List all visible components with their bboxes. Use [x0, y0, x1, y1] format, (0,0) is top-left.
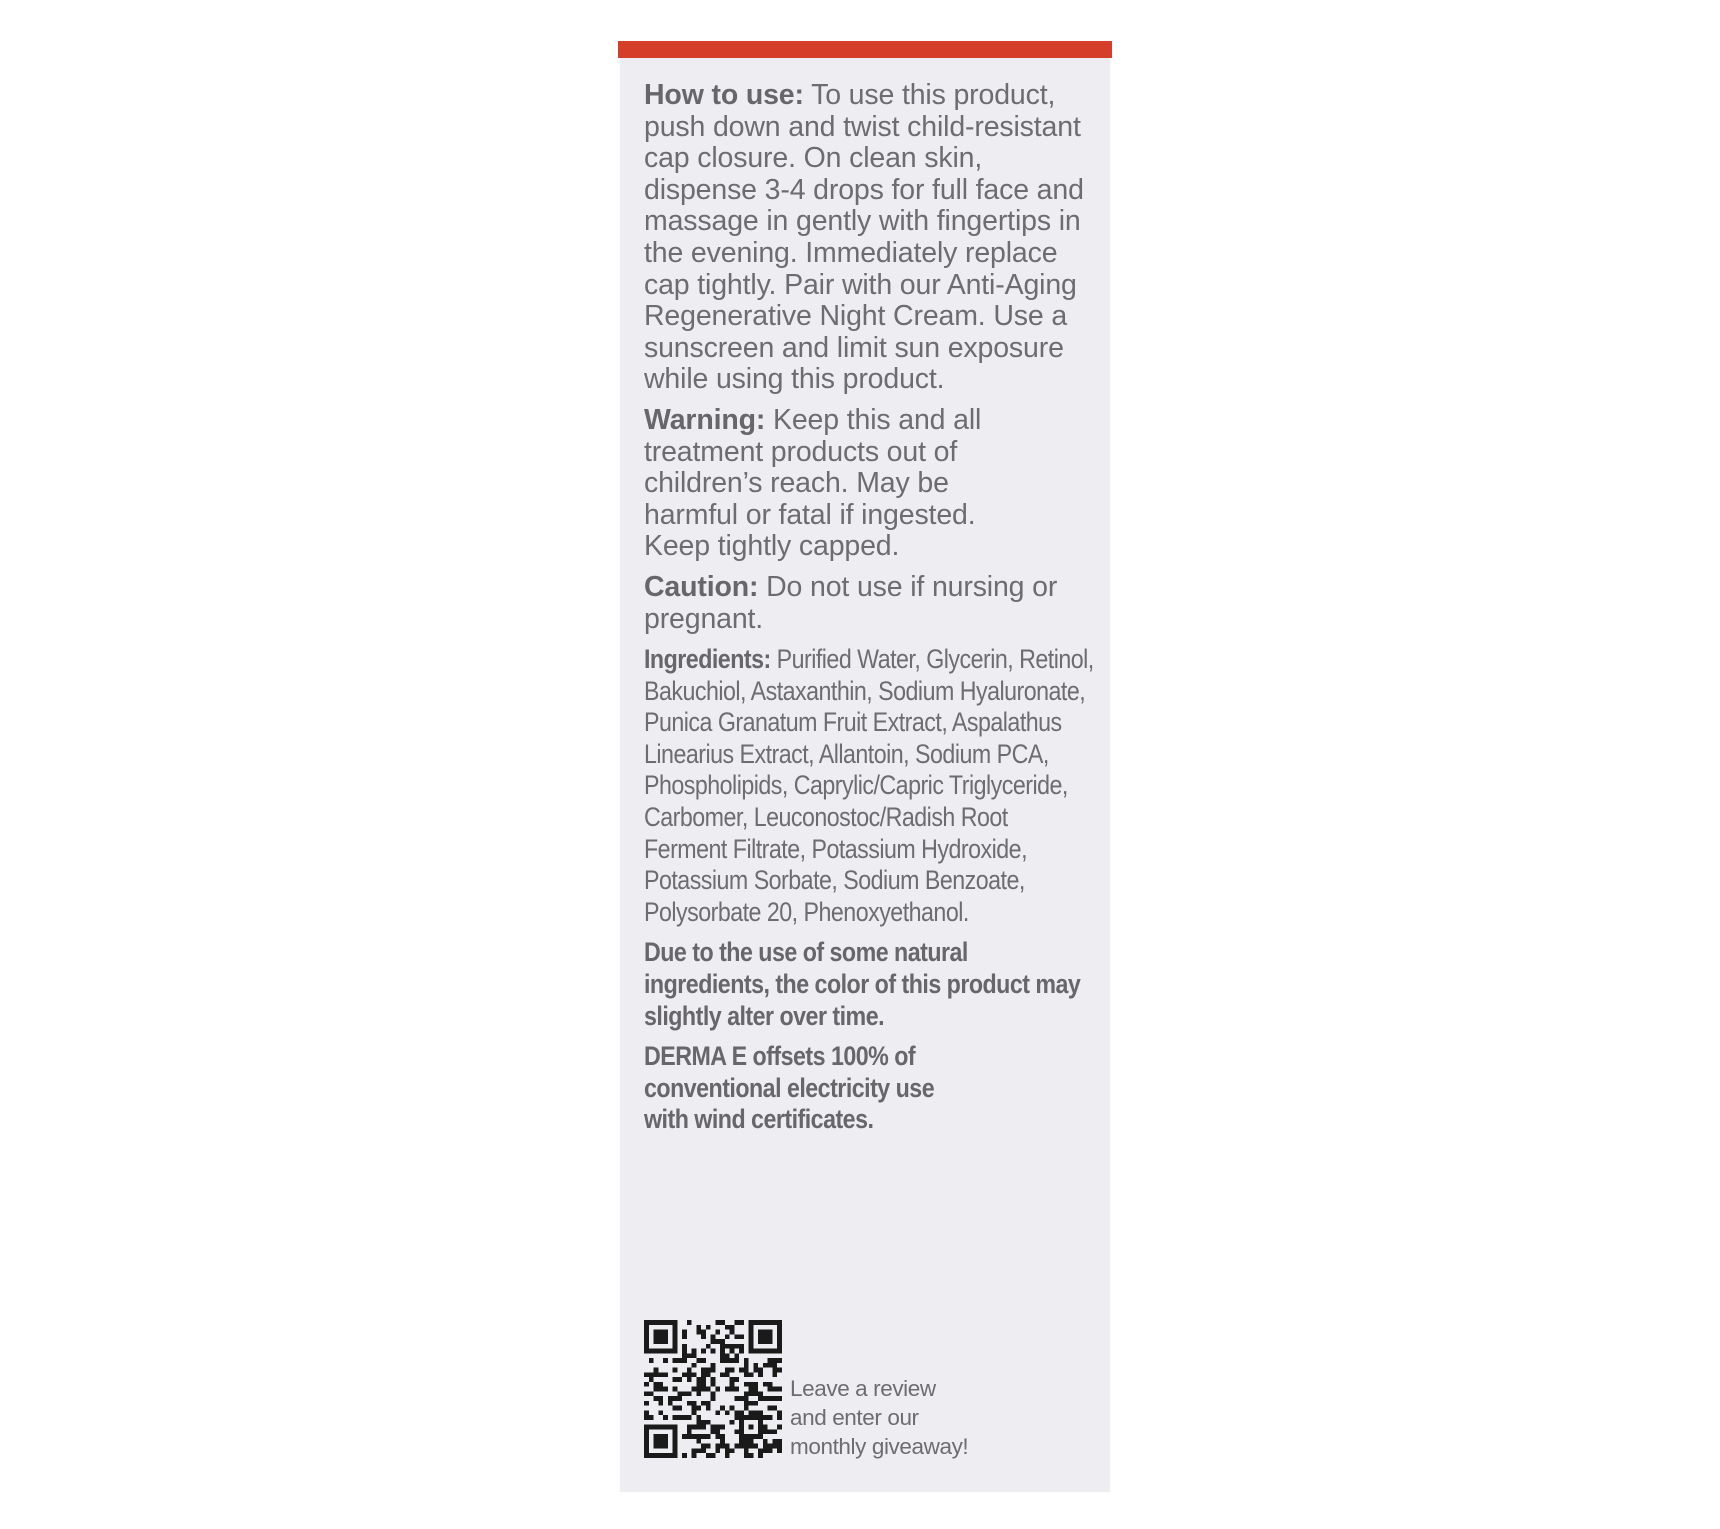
qr-code-icon	[644, 1320, 782, 1458]
color-note: Due to the use of some natural ingredients, the color of this product may slightly alter over time.	[644, 937, 1081, 1031]
review-line-3: monthly giveaway!	[790, 1434, 969, 1459]
caution-label: Caution:	[644, 570, 759, 603]
offset-note: DERMA E offsets 100% of conventional electricity use with wind certificates.	[644, 1041, 935, 1135]
review-line-1: Leave a review	[790, 1376, 936, 1401]
how-to-use-paragraph	[644, 80, 1096, 396]
label-text-block	[644, 80, 1094, 1136]
review-callout	[790, 1374, 990, 1461]
ingredients-text: Purified Water, Glycerin, Retinol, Bakuchiol, Astaxanthin, Sodium Hyaluronate, Punica Granatum Fruit Extract, Aspalathus Linearius Extract, Allantoin, Sodium PCA, Phospholipids, Caprylic/Capric Triglyceride, Carbomer, Leuconostoc/Radish Root Ferment Filtrate, Potassium Hydroxide, Potassium Sorbate, Sodium Benzoate, Polysorbate 20, Phenoxyethanol.	[644, 644, 1094, 927]
how-to-use-text: To use this product, push down and twist child-resistant cap closure. On clean skin, dispense 3-4 drops for full face and massage in gently with fingertips in the evening. Immediately replace cap tightly. Pair with our Anti-Aging Regenerative Night Cream. Use a sunscreen and limit sun exposure while using this product.	[644, 79, 1084, 396]
how-to-use-label: How to use:	[644, 79, 804, 111]
review-line-2: and enter our	[790, 1405, 919, 1430]
caution-paragraph	[644, 572, 1064, 635]
accent-bar	[618, 41, 1112, 58]
ingredients-label: Ingredients:	[644, 644, 771, 675]
warning-paragraph	[644, 405, 1014, 563]
warning-label: Warning:	[644, 403, 766, 436]
caution-text: Do not use if nursing or pregnant.	[644, 570, 1058, 635]
warning-text: Keep this and all treatment products out of children’s reach. May be harmful or fatal if ingested. Keep tightly capped.	[644, 403, 982, 563]
ingredients-paragraph	[644, 644, 1095, 928]
